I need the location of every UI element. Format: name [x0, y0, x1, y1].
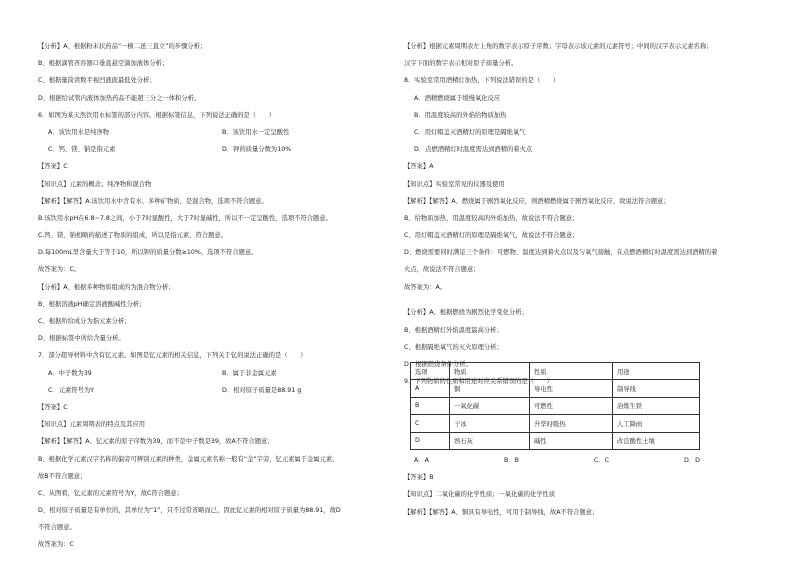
answer-9: 【答案】B: [404, 474, 434, 482]
analysis-line: C、根据隔绝氧气的灭火原理分析；: [404, 343, 503, 351]
question-6-stem: 6．如图为某天然饮用水标签的部分内容。根据标签信息，下列说法正确的是（ ）: [38, 111, 275, 119]
spacer: [404, 296, 764, 305]
table-cell: 碱性: [530, 432, 613, 449]
answer-7: 【答案】C: [38, 403, 68, 411]
table-cell: 导电性: [530, 380, 613, 397]
table-row: [411, 432, 700, 449]
left-column: [38, 38, 398, 554]
explanation-line: 【解析】【解答】A、钇元素的原子序数为39，而不是中子数是39，故A不符合题意；: [38, 438, 274, 446]
table-cell: 用途: [613, 363, 700, 380]
option-d: D．点燃酒精灯时温度需达到酒精的着火点: [414, 146, 533, 154]
table-cell: 人工降雨: [613, 415, 700, 432]
explanation-line: B、根据化学元素汉字名称的偏旁可辨别元素的种类，金属元素名称一般有“金”字旁，钇元素属于金属元素，: [38, 455, 339, 463]
explanation-line: D.每100mL里含量大于等于10，所以钾的质量分数≥10%，选项不符合题意。: [38, 249, 258, 257]
table-cell: D: [411, 432, 450, 449]
right-column: [404, 38, 764, 390]
option-a: A．A: [414, 457, 429, 464]
option-d: D．D: [684, 457, 700, 464]
option-c: C．钙、镁、钠是指元素: [48, 146, 116, 154]
answer-6: 【答案】C: [38, 163, 68, 171]
table-cell: 熟石灰: [450, 432, 530, 449]
explanation-line: B、给物质加热，用温度较高的外焰加热，故说法不符合题意；: [404, 214, 579, 222]
knowledge-point-8: 【知识点】实验室常见的仪器及使用: [404, 180, 505, 188]
table-cell: B: [411, 397, 450, 414]
option-b: B．用温度较高的外焰给物质加热: [414, 111, 507, 119]
analysis-line: 汉字下面的数字表示相对原子质量分析。: [404, 60, 518, 68]
question-6-options-row: [38, 141, 398, 158]
question-8-stem: 8．实验室常用酒精灯加热，下列说法错误的是（ ）: [404, 77, 560, 85]
analysis-line: D、根据燃烧条件分析。: [404, 360, 472, 368]
table-cell: 制导线: [613, 380, 700, 397]
table-cell: 可燃性: [530, 397, 613, 414]
option-d: D．相对原子质量是88.91 g: [222, 386, 302, 394]
option-a: A．中子数为39: [48, 369, 92, 377]
option-c: C．C: [594, 457, 610, 464]
explanation-line: C、从图看，钇元素的元素符号为Y，故C符合题意；: [38, 489, 183, 497]
analysis-line: 【分析】根据元素周期表左上角的数字表示原子序数；字母表示该元素的元素符号；中间的汉字表示元素名称；: [404, 43, 713, 50]
option-a: A．该饮用水是纯净物: [48, 128, 109, 136]
explanation-line: 火点，故说法不符合题意；: [404, 266, 480, 274]
explanation-line: 【解析】【解答】A、燃烧属于剧烈氧化反应，则酒精燃烧属于剧烈氧化反应，故说法符合题意；: [404, 197, 670, 205]
properties-table: [410, 362, 700, 450]
explanation-line: 【解析】【解答】A.该饮用水中含有水、多种矿物质，是混合物，选项不符合题意。: [38, 197, 268, 205]
explanation-line: D、相对原子质量是有单位的，其单位为“1”，只不过常省略而已，因此钇元素的相对原子质量为88.91，故D: [38, 507, 341, 515]
question-6-options-row: [38, 124, 398, 141]
table-row: [411, 397, 700, 414]
table-header-row: [411, 363, 700, 380]
table-cell: C: [411, 415, 450, 432]
analysis-line: 【分析】A、根据多种物质组成的为混合物分析；: [38, 283, 175, 291]
explanation-line: 故答案为：C。: [38, 266, 81, 274]
knowledge-point-9: 【知识点】二氧化碳的化学性质；一氧化碳的化学性质: [404, 491, 556, 499]
analysis-line: D、根据标签中所给含量分析。: [38, 335, 125, 343]
explanation-line: 【解析】【解答】A、铜具有导电性，可用于制导线，故A不符合题意；: [404, 508, 599, 516]
option-c: C．元素符号为Y: [48, 386, 95, 394]
analysis-line: 【分析】A、根据粉末状药品“一横二送三直立”的步骤分析；: [38, 43, 207, 50]
knowledge-point-6: 【知识点】元素的概念；纯净物和混合物: [38, 180, 152, 188]
question-7-stem: 7．部分超导材料中含有钇元素。如图是钇元素的相关信息，下列关于钇的说法正确的是（ ）: [38, 352, 307, 360]
analysis-line: C、根据所给成分为指元素分析；: [38, 318, 131, 325]
knowledge-point-7: 【知识点】元素周期表的特点及其应用: [38, 421, 146, 429]
option-b: B．B: [504, 457, 519, 464]
table-cell: 性质: [530, 363, 613, 380]
table-cell: 冶炼生铁: [613, 397, 700, 414]
analysis-line: 【分析】A、根据燃烧为剧烈化学变化分析；: [404, 309, 528, 317]
analysis-line: D、根据给试管内液体加热药品不能超三分之一体积分析。: [38, 94, 201, 102]
explanation-line: 故答案为：A。: [404, 283, 447, 291]
explanation-line: C、用灯帽盖灭酒精灯的原理是隔绝氧气，故说法不符合题意；: [404, 232, 579, 240]
table-cell: 升华时吸热: [530, 415, 613, 432]
table-cell: 铜: [450, 380, 530, 397]
table-row: [411, 380, 700, 397]
explanation-line: B.该饮用水pH在6.8~7.8之间，小于7时显酸性，大于7时显碱性，所以不一定呈酸性，选项不符合题意。: [38, 214, 332, 222]
explanation-line: 故B不符合题意；: [38, 472, 87, 480]
table-cell: 干冰: [450, 415, 530, 432]
explanation-line: D、燃烧需要同时满足三个条件：可燃物、温度达到着火点以及与氧气接触，在点燃酒精灯时温度需达到酒精的着: [404, 249, 718, 257]
table-cell: 物质: [450, 363, 530, 380]
option-d: D．钾的质量分数为10%: [222, 146, 292, 154]
question-7-options-row: [38, 382, 398, 399]
analysis-line: B、根据滴管吝容器口垂直悬空滴加液体分析；: [38, 60, 169, 68]
option-c: C．用灯帽盖灭酒精灯的原理是隔绝氧气: [414, 128, 526, 136]
table-cell: A: [411, 380, 450, 397]
table-cell: 改良酸性土壤: [613, 432, 700, 449]
analysis-line: B、根据酒精灯外焰温度最高分析；: [404, 326, 503, 334]
option-b: B．该饮用水一定呈酸性: [222, 128, 290, 136]
option-a: A．酒精燃烧属于缓慢氧化反应: [414, 94, 501, 102]
explanation-line: C.钙、镁、钠相略的描述了物质的组成，所以是指元素，符合题意。: [38, 232, 228, 240]
question-9-options-row: [404, 452, 764, 469]
question-7-options-row: [38, 365, 398, 382]
table-cell: 一氧化碳: [450, 397, 530, 414]
question-9-stem: 9．下列物质的性质和用途对应关系错误的是（ ）: [404, 378, 553, 386]
explanation-line: 故答案为：C: [38, 541, 74, 549]
explanation-line: 不符合题意。: [38, 524, 76, 532]
analysis-line: B、根据溶液pH确定溶液酸碱性分析；: [38, 300, 146, 308]
table-row: [411, 415, 700, 432]
answer-8: 【答案】A: [404, 163, 434, 171]
table-cell: 选项: [411, 363, 450, 380]
question-9-tail: [404, 452, 764, 521]
option-b: B．属于非金属元素: [222, 369, 277, 377]
analysis-line: C、根据量筒读数平视凹液面最低处分析；: [38, 77, 156, 85]
